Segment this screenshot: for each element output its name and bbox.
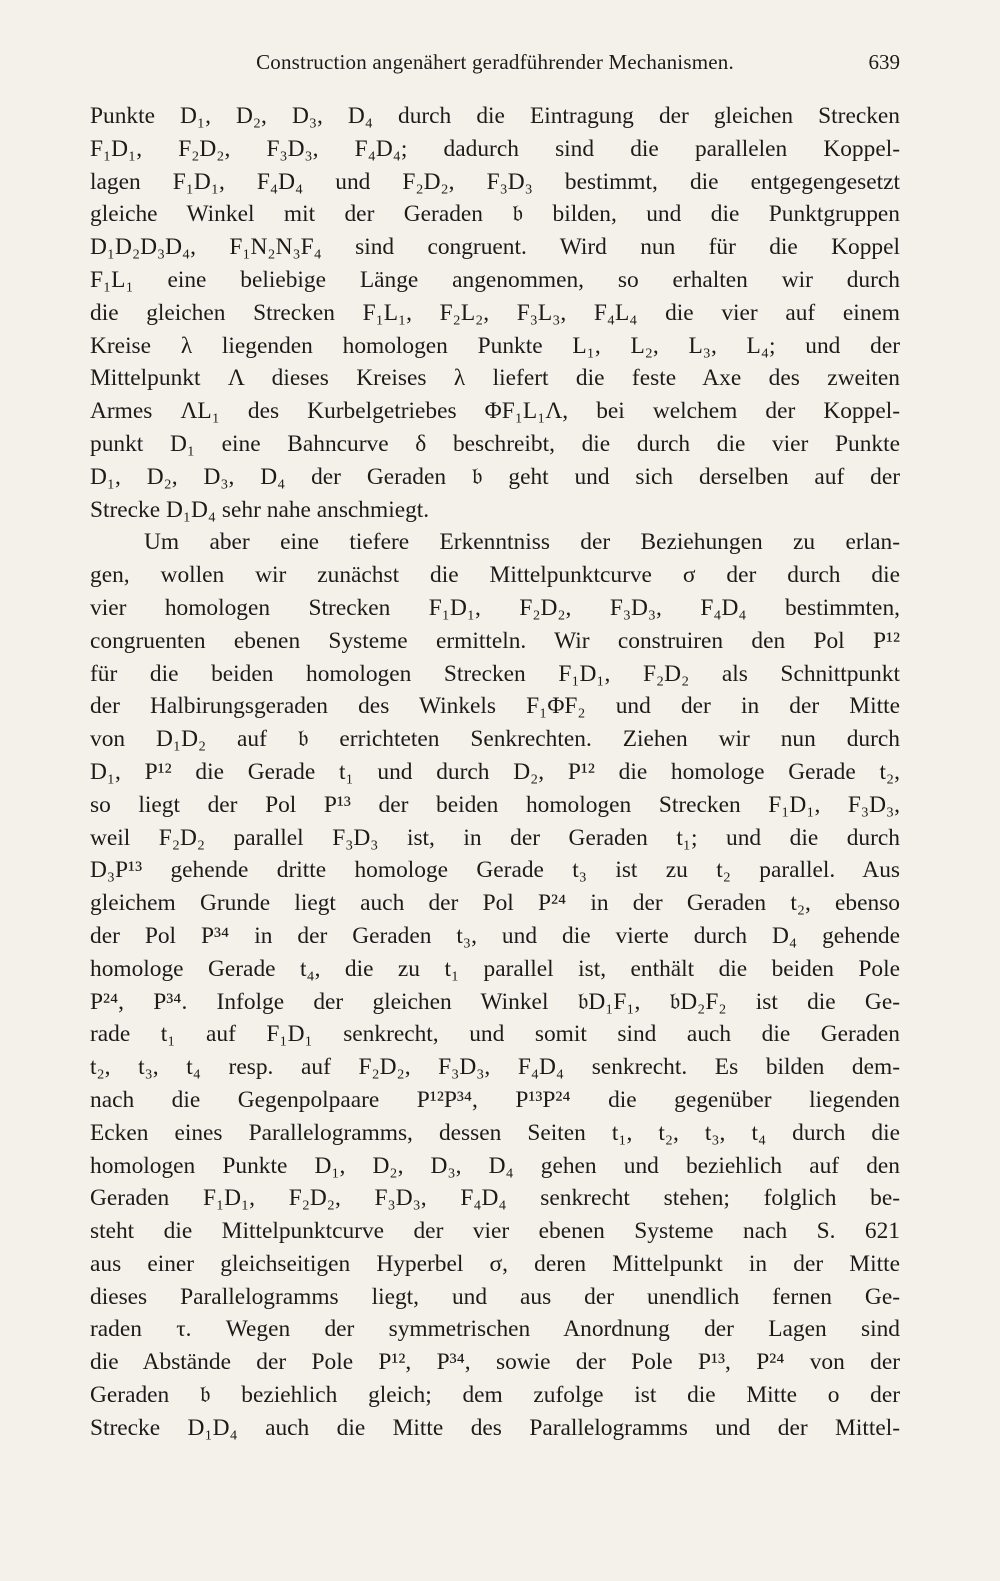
text-line: von D₁D₂ auf 𝔟 errichteten Senkrechten. Ziehen wir nun durch — [90, 726, 900, 753]
text-line: Armes ΛL₁ des Kurbelgetriebes ΦF₁L₁Λ, bei welchem der Koppel- — [90, 398, 900, 425]
text-line: homologe Gerade t₄, die zu t₁ parallel ist, enthält die beiden Pole — [90, 955, 900, 982]
text-line: F₁D₁, F₂D₂, F₃D₃, F₄D₄; dadurch sind die parallelen Koppel- — [90, 135, 900, 162]
paragraph-1 — [90, 100, 900, 526]
text-line: dieses Parallelogramms liegt, und aus der unendlich fernen Ge- — [90, 1283, 900, 1310]
text-line: aus einer gleichseitigen Hyperbel σ, deren Mittelpunkt in der Mitte — [90, 1250, 900, 1277]
text-line: Strecke D₁D₄ auch die Mitte des Parallelogramms und der Mittel- — [90, 1414, 900, 1441]
text-line: die Abstände der Pole P¹², P³⁴, sowie der Pole P¹³, P²⁴ von der — [90, 1349, 900, 1376]
text-line: vier homologen Strecken F₁D₁, F₂D₂, F₃D₃, F₄D₄ bestimmten, — [90, 594, 900, 621]
text-line: homologen Punkte D₁, D₂, D₃, D₄ gehen und beziehlich auf den — [90, 1152, 900, 1179]
text-line: Strecke D₁D₄ sehr nahe anschmiegt. — [90, 496, 430, 523]
text-line: Um aber eine tiefere Erkenntniss der Beziehungen zu erlan- — [144, 529, 900, 556]
text-line: Geraden F₁D₁, F₂D₂, F₃D₃, F₄D₄ senkrecht stehen; folglich be- — [90, 1185, 900, 1212]
text-line: steht die Mittelpunktcurve der vier ebenen Systeme nach S. 621 — [90, 1218, 900, 1245]
text-line: punkt D₁ eine Bahncurve δ beschreibt, die durch die vier Punkte — [90, 430, 900, 457]
text-line: lagen F₁D₁, F₄D₄ und F₂D₂, F₃D₃ bestimmt, die entgegengesetzt — [90, 168, 900, 195]
text-line: gen, wollen wir zunächst die Mittelpunktcurve σ der durch die — [90, 562, 900, 589]
page-number: 639 — [868, 50, 900, 74]
text-line: nach die Gegenpolpaare P¹²P³⁴, P¹³P²⁴ die gegenüber liegenden — [90, 1086, 900, 1113]
text-line: Geraden 𝔟 beziehlich gleich; dem zufolge ist die Mitte o der — [90, 1382, 900, 1409]
text-line: die gleichen Strecken F₁L₁, F₂L₂, F₃L₃, F₄L₄ die vier auf einem — [90, 299, 900, 326]
text-line: für die beiden homologen Strecken F₁D₁, F₂D₂ als Schnittpunkt — [90, 660, 900, 687]
running-title: Construction angenähert geradführender Mechanismen. — [256, 50, 734, 74]
text-line: t₂, t₃, t₄ resp. auf F₂D₂, F₃D₃, F₄D₄ senkrecht. Es bilden dem- — [90, 1054, 900, 1081]
text-line: der Pol P³⁴ in der Geraden t₃, und die vierte durch D₄ gehende — [90, 922, 900, 949]
text-line: rade t₁ auf F₁D₁ senkrecht, und somit sind auch die Geraden — [90, 1021, 900, 1048]
body-text — [90, 100, 900, 1445]
text-line: F₁L₁ eine beliebige Länge angenommen, so erhalten wir durch — [90, 266, 900, 293]
text-line: D₁D₂D₃D₄, F₁N₂N₃F₄ sind congruent. Wird nun für die Koppel — [90, 234, 900, 261]
text-line: Kreise λ liegenden homologen Punkte L₁, L₂, L₃, L₄; und der — [90, 332, 900, 359]
text-line: gleichem Grunde liegt auch der Pol P²⁴ in der Geraden t₂, ebenso — [90, 890, 900, 917]
page-header — [90, 50, 900, 86]
text-line: raden τ. Wegen der symmetrischen Anordnung der Lagen sind — [90, 1316, 900, 1343]
text-line: congruenten ebenen Systeme ermitteln. Wir construiren den Pol P¹² — [90, 627, 900, 654]
text-line: D₃P¹³ gehende dritte homologe Gerade t₃ ist zu t₂ parallel. Aus — [90, 857, 900, 884]
text-line: weil F₂D₂ parallel F₃D₃ ist, in der Geraden t₁; und die durch — [90, 824, 900, 851]
text-line: D₁, D₂, D₃, D₄ der Geraden 𝔟 geht und sich derselben auf der — [90, 463, 900, 490]
text-line: Mittelpunkt Λ dieses Kreises λ liefert die feste Axe des zweiten — [90, 365, 900, 392]
text-line: der Halbirungsgeraden des Winkels F₁ΦF₂ und der in der Mitte — [90, 693, 900, 720]
text-line: Punkte D₁, D₂, D₃, D₄ durch die Eintragung der gleichen Strecken — [90, 103, 900, 129]
text-line: D₁, P¹² die Gerade t₁ und durch D₂, P¹² die homologe Gerade t₂, — [90, 758, 900, 785]
text-line: Ecken eines Parallelogramms, dessen Seiten t₁, t₂, t₃, t₄ durch die — [90, 1119, 900, 1146]
text-line: P²⁴, P³⁴. Infolge der gleichen Winkel 𝔟D₁F₁, 𝔟D₂F₂ ist die Ge- — [90, 988, 900, 1015]
text-line: so liegt der Pol P¹³ der beiden homologen Strecken F₁D₁, F₃D₃, — [90, 791, 900, 818]
text-line: gleiche Winkel mit der Geraden 𝔟 bilden, und die Punktgruppen — [90, 201, 900, 228]
paragraph-2 — [90, 526, 900, 1444]
